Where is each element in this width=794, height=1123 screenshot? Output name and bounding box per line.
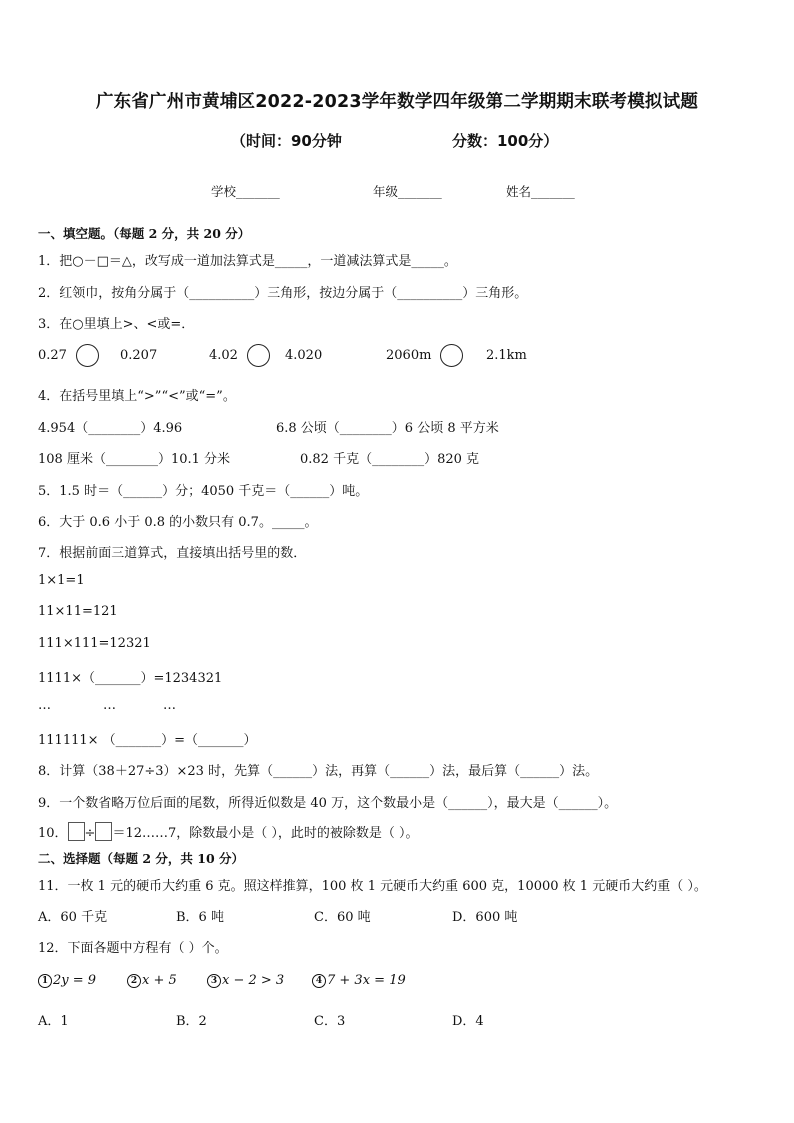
q12-expr-4: 7 + 3x = 19: [327, 973, 406, 988]
question-7: 7．根据前面三道算式，直接填出括号里的数．: [38, 546, 307, 561]
question-2: 2．红领巾，按角分属于（__________）三角形，按边分属于（__________）三角形。: [38, 286, 528, 301]
q7-line-2: 11×11=121: [38, 604, 118, 619]
exam-time: （时间：90分钟: [231, 132, 342, 150]
compare-circle-2[interactable]: [247, 344, 270, 367]
divisor-box[interactable]: [95, 822, 112, 841]
question-5: 5．1.5 时＝（______）分；4050 千克＝（______）吨。: [38, 484, 369, 499]
q12-expr-3: x − 2 > 3: [222, 973, 285, 988]
dividend-box[interactable]: [68, 822, 85, 841]
q12-expr-2: x + 5: [142, 973, 177, 988]
page-title: 广东省广州市黄埔区2022-2023学年数学四年级第二学期期末联考模拟试题: [95, 92, 699, 112]
question-1: 1．把○－□＝△，改写成一道加法算式是_____，一道减法算式是_____。: [38, 254, 457, 269]
circled-number-4: 4: [312, 974, 326, 988]
q7-line-last: 111111× （_______）=（_______）: [38, 733, 257, 748]
q3-item-right-2: 4.020: [285, 348, 323, 363]
compare-circle-1[interactable]: [76, 344, 99, 367]
question-9: 9．一个数省略万位后面的尾数，所得近似数是 40 万，这个数最小是（______），最大是（______）。: [38, 796, 618, 811]
question-8: 8．计算（38＋27÷3）×23 时，先算（______）法，再算（______）法，最后算（______）法。: [38, 764, 599, 779]
q4-row1-left: 4.954（________）4.96: [38, 421, 183, 436]
q12-option-b[interactable]: B．2: [176, 1014, 207, 1029]
q12-item-2: [127, 973, 177, 988]
q7-dots-3: …: [163, 698, 176, 713]
q3-item-right-3: 2.1km: [486, 348, 527, 363]
q11-option-d[interactable]: D．600 吨: [452, 910, 518, 925]
q7-dots-1: …: [38, 698, 51, 713]
q11-option-a[interactable]: A．60 千克: [38, 910, 108, 925]
q10-divide-sign: ÷: [84, 826, 96, 841]
q7-line-4: 1111×（_______）=1234321: [38, 671, 223, 686]
q7-line-3: 111×111=12321: [38, 636, 151, 651]
circled-number-2: 2: [127, 974, 141, 988]
q3-item-right-1: 0.207: [120, 348, 158, 363]
exam-score: 分数：100分）: [452, 132, 559, 150]
q12-option-d[interactable]: D．4: [452, 1014, 484, 1029]
q10-prefix: 10．: [38, 826, 68, 841]
q12-expr-1: 2y = 9: [53, 973, 97, 988]
q11-option-b[interactable]: B．6 吨: [176, 910, 224, 925]
q3-item-left-3: 2060m: [386, 348, 432, 363]
name-field: 姓名_______: [506, 184, 575, 199]
circled-number-3: 3: [207, 974, 221, 988]
q3-item-left-1: 0.27: [38, 348, 67, 363]
q4-row1-right: 6.8 公顷（________）6 公顷 8 平方米: [276, 421, 499, 436]
q11-option-c[interactable]: C．60 吨: [314, 910, 371, 925]
question-12: 12．下面各题中方程有（ ）个。: [38, 941, 228, 956]
q4-row2-right: 0.82 千克（________）820 克: [300, 452, 480, 467]
grade-field: 年级_______: [373, 184, 442, 199]
section-heading-choice: 二、选择题（每题 2 分，共 10 分）: [38, 851, 245, 866]
section-heading-fill-blank: 一、填空题。（每题 2 分，共 20 分）: [38, 226, 251, 241]
question-6: 6．大于 0.6 小于 0.8 的小数只有 0.7。_____。: [38, 515, 318, 530]
q7-line-1: 1×1=1: [38, 573, 85, 588]
q12-item-1: [38, 973, 96, 988]
compare-circle-3[interactable]: [440, 344, 463, 367]
q7-dots-2: …: [103, 698, 116, 713]
q4-row2-left: 108 厘米（________）10.1 分米: [38, 452, 231, 467]
school-field: 学校_______: [211, 184, 280, 199]
question-3: 3．在○里填上>、<或=．: [38, 317, 195, 332]
q12-item-4: [312, 973, 406, 988]
q10-suffix: ＝12……7，除数最小是（ ），此时的被除数是（ ）。: [112, 826, 419, 841]
circled-number-1: 1: [38, 974, 52, 988]
question-10: [38, 822, 419, 841]
question-4: 4．在括号里填上“>”“<”或“=”。: [38, 389, 236, 404]
q12-item-3: [207, 973, 284, 988]
q12-option-c[interactable]: C．3: [314, 1014, 346, 1029]
question-11: 11．一枚 1 元的硬币大约重 6 克。照这样推算，100 枚 1 元硬币大约重 600 克，10000 枚 1 元硬币大约重（ ）。: [38, 879, 707, 894]
q3-item-left-2: 4.02: [209, 348, 238, 363]
q12-option-a[interactable]: A．1: [38, 1014, 69, 1029]
